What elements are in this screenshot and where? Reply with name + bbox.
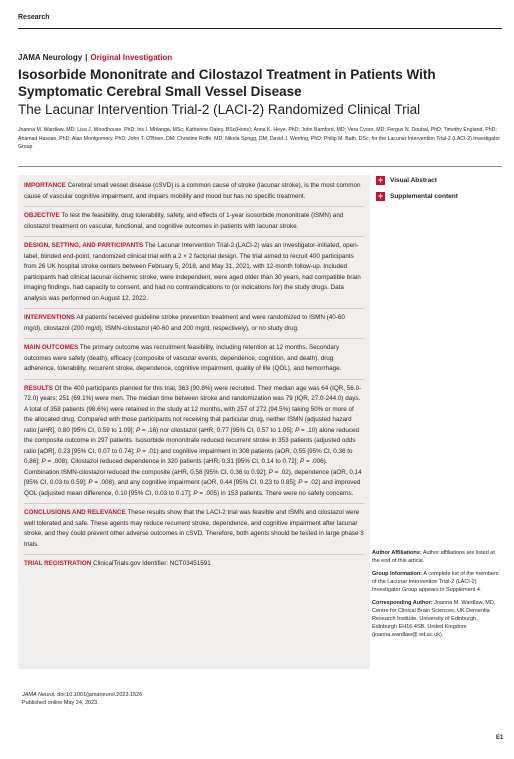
abstract-heading: MAIN OUTCOMES [24, 344, 79, 351]
abstract-heading: OBJECTIVE [24, 212, 60, 219]
abstract-outcomes: MAIN OUTCOMES The primary outcome was recruitment feasibility, including retention at 12 months. Secondary outcomes were safety (death), efficacy (composite of vascular events, dependence, cognition, and death), drug adherence, tolerability, recurrent stroke, dependence, cognitive impairment, quality of life (QOL), and hemorrhage. [24, 344, 342, 372]
abstract-divider [24, 503, 364, 504]
abstract-results: RESULTS Of the 400 participants planned for this trial, 363 (90.8%) were recruited. Their median age was 64 (IQR, 56.0-72.0) years; 251 (69.1%) were men. The median time between stroke and randomization was 79 (IQR, 27.0-244.0) days. A total of 358 patients (98.6%) were retained in the study at 12 months, with 257 of 272 (94.5%) taking 50% or more of the allocated drug. Compared with those participants not receiving that particular drug, neither ISMN (adjusted hazard ratio [aHR], 0.80 [95% CI, 0.59 to 1.09]; P = .16) nor cilostazol (aHR, 0.77 [95% CI, 0.57 to 1.05]; P = .10) alone reduced the composite outcome in 297 patients. Isosorbide mononitrate reduced recurrent stroke in 353 patients (adjusted odds ratio [aOR], 0.23 [95% CI, 0.07 to 0.74]; P = .01) and cognitive impairment in 308 patients (aOR, 0.55 [95% CI, 0.36 to 0.86]; P = .008). Cilostazol reduced dependence in 320 patients (aHR, 0.31 [95% CI, 0.14 to 0.72]; P = .006). Combination ISMN-cilostazol reduced the composite (aHR, 0.58 [95% CI, 0.36 to 0.92]; P = .02), dependence (aOR, 0.14 [95% CI, 0.03 to 0.59]; P = .008), and any cognitive impairment (aOR, 0.44 [95% CI, 0.23 to 0.85]; P = .02) and improved QOL (adjusted mean difference, 0.10 [95% CI, 0.03 to 0.17]; P = .005) in 153 patients. There were no safety concerns. [24, 384, 362, 497]
author-list: Joanna M. Wardlaw, MD; Lisa J. Woodhouse, PhD; Iris I. Mhlanga, MSc; Katherine Oatey, BSc(Hons); Anna K. Heye, PhD; John Bamford, MD; Vera Cvoro, MD; Fergus N. Doubal, PhD; Timothy England, PhD; Ahamad Hassan, PhD; Alan Montgomery, PhD; John T. O'Brien, DM; Christine Roffe, MD; Nikola Sprigg, DM; David J. Werring, PhD; Philip M. Bath, DSc; for the Lacunar Intervention Trial-2 (LACI-2) Investigator Group [18, 127, 501, 151]
abstract-heading: RESULTS [24, 384, 53, 392]
abstract-conclusions: CONCLUSIONS AND RELEVANCE These results show that the LACI-2 trial was feasible and ISMN and cilostazol were well tolerated and safe. These agents may reduce recurrent stroke, dependence, and cognitive impairment after lacunar stroke, and they could prevent other adverse outcomes in cSVD. Therefore, both agents should be tested in large phase 3 trials. [24, 509, 364, 548]
abstract-divider [24, 554, 364, 555]
journal-line [18, 53, 172, 62]
corresponding-author: Corresponding Author: Joanna M. Wardlaw, MD, Centre for Clinical Brain Sciences, UK Dementia Research Institute, University of Edinburgh, Edinburgh EH16 4SB, United Kingdom (joanna.wardlaw@ ed.ac.uk). [372, 600, 496, 638]
visual-abstract-label: Visual Abstract [390, 177, 437, 184]
abstract-design: DESIGN, SETTING, AND PARTICIPANTS The Lacunar Intervention Trial-2 (LACI-2) was an investigator-initiated, open-label, blinded end-point, randomized clinical trial with a 2 × 2 factorial design. The trial aimed to recruit 400 participants from 26 UK hospital stroke centers between February 5, 2018, and May 31, 2021, with 12-month follow-up. Included participants had clinical lacunar ischemic stroke, were independent, were aged older than 30 years, had compatible brain imaging findings, had capacity to consent, and had no contraindications to (or indications for) the study drugs. Data analysis was performed on August 12, 2022. [24, 242, 361, 302]
abstract-divider [24, 236, 364, 237]
abstract-heading: IMPORTANCE [24, 182, 66, 189]
supplemental-content-label: Supplemental content [390, 193, 458, 200]
abstract-registration: TRIAL REGISTRATION ClinicalTrials.gov Identifier: NCT03451591 [24, 560, 211, 567]
page-number: E1 [496, 735, 504, 741]
abstract-divider [24, 308, 364, 309]
supplement-links [376, 175, 504, 207]
article-title: Isosorbide Mononitrate and Cilostazol Treatment in Patients With Symptomatic Cerebral Small Vessel Disease [18, 67, 436, 99]
abstract-divider [24, 379, 364, 380]
journal-separator: | [85, 53, 88, 62]
section-tag: Research [18, 14, 50, 21]
abstract-heading: TRIAL REGISTRATION [24, 560, 92, 567]
citation-doi: JAMA Neurol. doi:10.1001/jamaneurol.2023.1526 [22, 692, 143, 698]
journal-name: JAMA Neurology [18, 53, 83, 62]
visual-abstract-link[interactable] [376, 175, 504, 186]
abstract-objective: OBJECTIVE To test the feasibility, drug tolerability, safety, and effects of 1-year isosorbide mononitrate (ISMN) and cilostazol treatment on vascular, functional, and cognitive outcomes in patients with lacunar stroke. [24, 212, 344, 230]
plus-icon: + [377, 191, 384, 201]
article-type: Original Investigation [90, 53, 173, 62]
abstract-box [18, 175, 370, 669]
abstract-heading: DESIGN, SETTING, AND PARTICIPANTS [24, 242, 144, 249]
citation-published: Published online May 24, 2023. [22, 700, 99, 706]
supplemental-content-link[interactable] [376, 191, 504, 202]
plus-icon: + [377, 175, 384, 185]
abstract-heading: INTERVENTIONS [24, 314, 75, 321]
abstract-interventions: INTERVENTIONS All patients received guideline stroke prevention treatment and were randomized to ISMN (40-60 mg/d), cilostazol (200 mg/d), ISMN-cilostazol (40-60 and 200 mg/d, respectively), or no study drug. [24, 314, 345, 332]
article-subtitle: The Lacunar Intervention Trial-2 (LACI-2) Randomized Clinical Trial [18, 102, 421, 117]
abstract-heading: CONCLUSIONS AND RELEVANCE [24, 509, 126, 516]
author-info-sidebar [372, 549, 504, 644]
citation [22, 691, 142, 707]
author-affiliations: Author Affiliations: Author affiliations are listed at the end of this article. [372, 550, 495, 564]
abstract-importance: IMPORTANCE Cerebral small vessel disease (cSVD) is a common cause of stroke (lacunar stroke), is the most common cause of vascular cognitive impairment, and impairs mobility and mood but has no specific treatment. [24, 182, 361, 200]
abstract-divider [24, 206, 364, 207]
authors-rule [18, 166, 502, 167]
abstract-divider [24, 338, 364, 339]
top-rule [18, 28, 502, 29]
group-information: Group Information: A complete list of the members of the Lacunar Intervention Trial-2 (LACI-2) Investigator Group appears in Supplement 4. [372, 571, 499, 593]
